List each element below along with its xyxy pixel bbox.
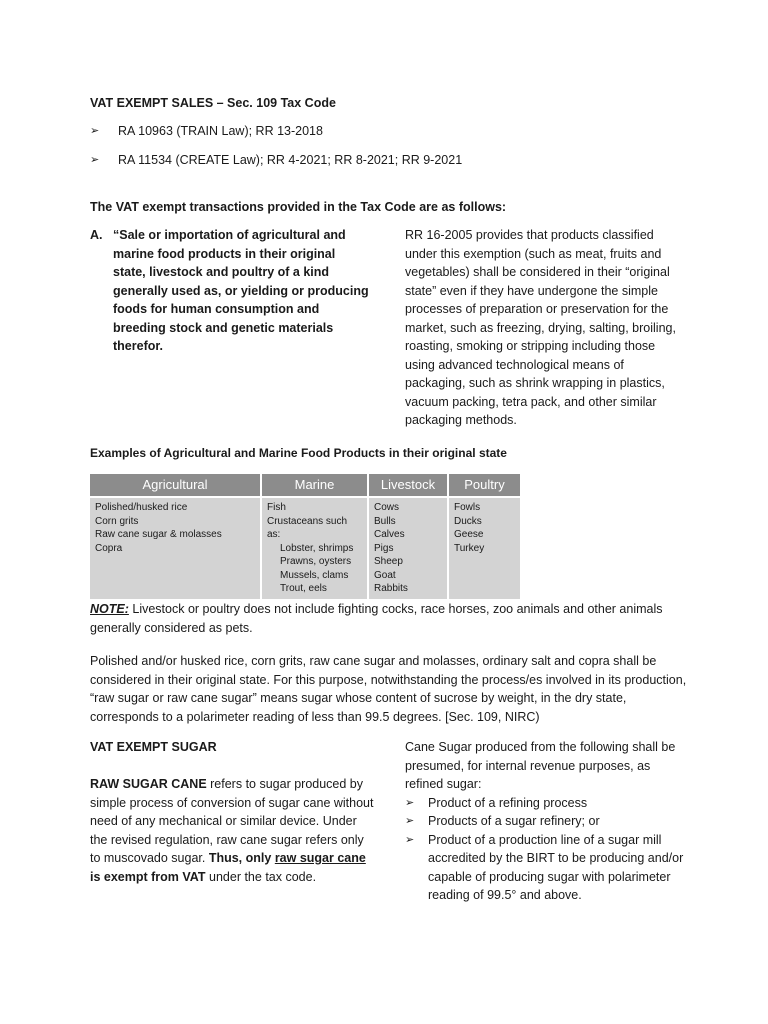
list-item: Bulls <box>374 515 396 527</box>
marine-cell <box>261 497 368 599</box>
list-item: Mussels, clams <box>280 569 349 581</box>
list-item: Prawns, oysters <box>280 556 352 567</box>
arrow-bullet-icon: ➢ <box>90 125 100 137</box>
list-item-text: Product of a refining process <box>428 795 588 810</box>
column-header: Poultry <box>448 474 520 497</box>
intro-heading: The VAT exempt transactions provided in the Tax Code are as follows: <box>90 200 507 214</box>
list-item: Crustaceans such as: <box>267 515 348 540</box>
definition-text: under the tax code. <box>205 869 317 884</box>
list-item <box>405 794 690 813</box>
list-item: Lobster, shrimps <box>280 542 354 554</box>
item-letter: A. <box>90 228 103 242</box>
list-item: Calves <box>374 529 405 540</box>
document-title: VAT EXEMPT SALES – Sec. 109 Tax Code <box>90 96 336 110</box>
list-item: Copra <box>95 542 123 554</box>
item-a-text: “Sale or importation of agricultural and marine food products in their original state, livestock and poultry of a kind generally used as, or yielding or producing foods for human consumption and breeding stock and genetic materials therefor. <box>113 228 369 353</box>
list-item-text: Product of a production line of a sugar mill accredited by the BIRT to be producing and/or capable of producing sugar with polarimeter reading of 99.5° and above. <box>428 832 684 902</box>
section-heading: VAT EXEMPT SUGAR <box>90 740 217 754</box>
refined-list <box>405 794 690 905</box>
examples-table <box>90 474 520 599</box>
column-header: Agricultural <box>90 474 261 497</box>
livestock-cell <box>368 497 448 599</box>
column-header: Marine <box>261 474 368 497</box>
defined-term: RAW SUGAR CANE <box>90 777 207 791</box>
list-item: Rabbits <box>374 583 408 594</box>
arrow-bullet-icon: ➢ <box>405 796 415 809</box>
list-item <box>405 812 690 831</box>
rr-note: RR 16-2005 provides that products classified under this exemption (such as meat, fruits and vegetables) shall be considered in their “original state” even if they have undergone the simple processes of preparation or preservation for the market, such as freezing, drying, salting, broiling, roasting, smoking or stripping including those using advanced technological means of packaging, such as shrink wrapping in plastics, vacuum packing, tetra pack, and other similar packaging methods. <box>405 228 676 427</box>
arrow-bullet-icon: ➢ <box>405 815 415 827</box>
refined-sugar-section <box>405 738 690 905</box>
law-reference <box>90 151 462 170</box>
examples-title: Examples of Agricultural and Marine Food Products in their original state <box>90 446 507 460</box>
poultry-cell <box>448 497 520 599</box>
list-item-text: Products of a sugar refinery; or <box>428 814 600 828</box>
note-label: NOTE: <box>90 602 129 616</box>
list-item: Goat <box>374 569 396 581</box>
original-state-paragraph: Polished and/or husked rice, corn grits, raw cane sugar and molasses, ordinary salt and copra shall be considered in their original state. For this purpose, notwithstanding the process/es involved in its production, “raw sugar or raw cane sugar” means sugar whose content of sucrose by weight, in the dry state, corresponds to a polarimeter reading of less than 99.5 degrees. [Sec. 109, NIRC) <box>90 654 687 724</box>
definition-text: refers to sugar produced by simple process of conversion of sugar cane without need of any mechanical or similar device. Under the revised regulation, raw cane sugar refers only to muscovado sugar. <box>90 777 374 865</box>
emphasis-text: Thus, only <box>208 851 275 865</box>
arrow-bullet-icon: ➢ <box>90 154 100 166</box>
agricultural-cell <box>90 497 261 599</box>
table-row <box>90 497 520 599</box>
list-item: Cows <box>374 502 400 513</box>
list-item: Turkey <box>454 542 485 554</box>
emphasis-text: is exempt from VAT <box>90 869 206 884</box>
refined-intro: Cane Sugar produced from the following shall be presumed, for internal revenue purposes, as refined sugar: <box>405 740 676 791</box>
law-reference <box>90 122 323 141</box>
list-item: Polished/husked rice <box>95 502 188 513</box>
sugar-section <box>90 738 375 886</box>
underlined-term: raw sugar cane <box>274 851 366 865</box>
list-item: Ducks <box>454 515 482 527</box>
list-item: Trout, eels <box>280 583 327 594</box>
law-reference-text: RA 11534 (CREATE Law); RR 4-2021; RR 8-2021; RR 9-2021 <box>118 153 463 167</box>
law-reference-text: RA 10963 (TRAIN Law); RR 13-2018 <box>118 124 323 138</box>
list-item: Fowls <box>454 502 481 513</box>
list-item: Sheep <box>374 556 403 567</box>
arrow-bullet-icon: ➢ <box>405 833 415 846</box>
raw-sugar-definition <box>90 775 375 886</box>
item-a <box>90 226 370 356</box>
list-item: Corn grits <box>95 515 139 527</box>
list-item: Fish <box>267 502 286 513</box>
list-item <box>405 831 690 905</box>
list-item: Pigs <box>374 542 394 554</box>
column-header: Livestock <box>368 474 448 497</box>
list-item: Raw cane sugar & molasses <box>95 529 222 540</box>
list-item: Geese <box>454 529 484 540</box>
note-paragraph <box>90 600 690 637</box>
note-text: Livestock or poultry does not include fighting cocks, race horses, zoo animals and other animals generally considered as pets. <box>90 602 663 635</box>
